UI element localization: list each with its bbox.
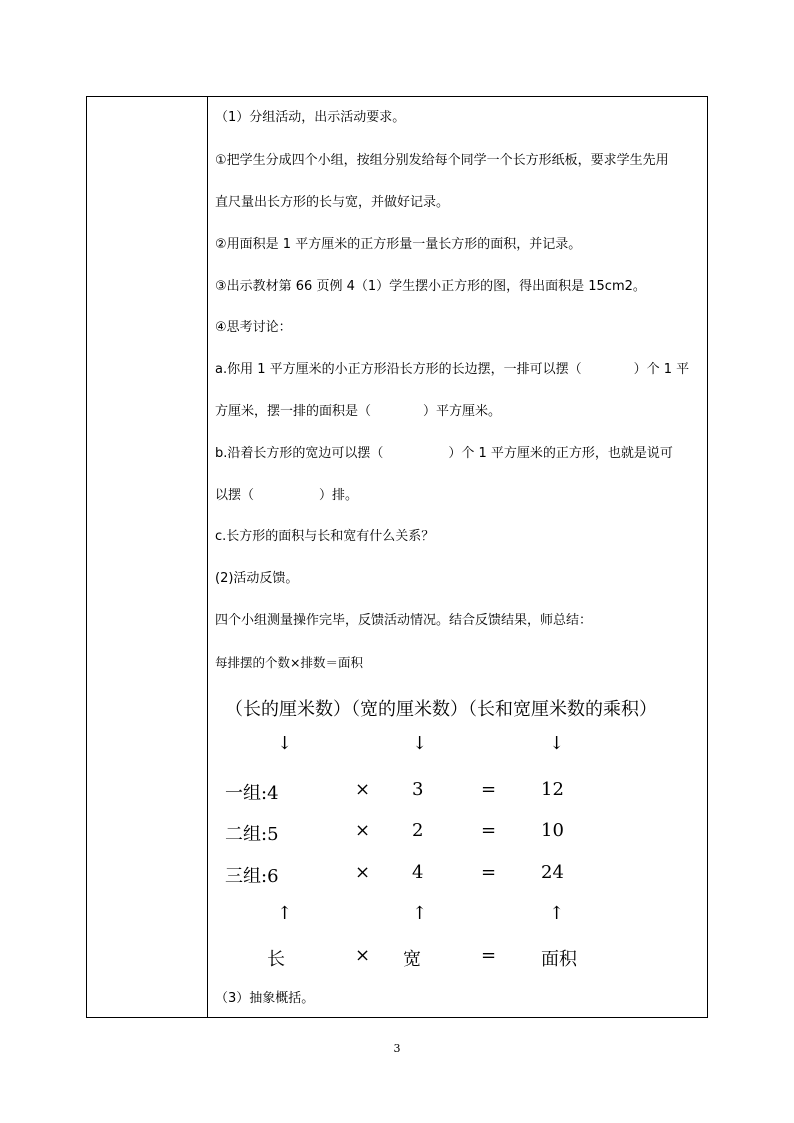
formula-row-3 [215,862,695,892]
lesson-table [86,96,708,1018]
down-arrow-icon: ↓ [549,733,565,754]
text-line-8: 方厘米，摆一排的面积是（ ）平方厘米。 [215,404,502,419]
up-arrow-icon: ↑ [412,903,428,924]
down-arrows-row [215,733,695,763]
column-divider [207,97,208,1017]
times-sign: × [355,779,371,800]
down-arrow-icon: ↓ [277,733,293,754]
width-value: 3 [412,779,424,800]
times-sign: × [355,862,371,883]
text-line-2: ①把学生分成四个小组，按组分别发给每个同学一个长方形纸板，要求学生先用 [215,153,669,168]
text-line-1: （1）分组活动，出示活动要求。 [215,110,406,125]
text-line-15: （3）抽象概括。 [215,991,315,1006]
text-line-5: ③出示教材第 66 页例 4（1）学生摆小正方形的图，得出面积是 15cm2。 [215,279,646,294]
text-line-12: (2)活动反馈。 [215,571,299,586]
area-value: 12 [541,779,564,800]
page-number: 3 [393,1042,401,1055]
text-line-10: 以摆（ ）排。 [215,488,359,503]
equals-sign: = [481,779,497,800]
times-sign: × [355,945,371,966]
text-line-7: a.你用 1 平方厘米的小正方形沿长方形的长边摆，一排可以摆（ ）个 1 平 [215,362,690,377]
area-value: 24 [541,862,564,883]
formula-row-2 [215,820,695,850]
width-value: 4 [412,862,424,883]
width-value: 2 [412,820,424,841]
content-cell [215,97,699,1017]
formula-row-1 [215,779,695,809]
group-label: 一组:4 [225,783,279,804]
equals-sign: = [481,945,497,966]
text-line-6: ④思考讨论： [215,320,292,335]
equals-sign: = [481,820,497,841]
area-value: 10 [541,820,564,841]
text-line-9: b.沿着长方形的宽边可以摆（ ）个 1 平方厘米的正方形，也就是说可 [215,446,673,461]
text-line-13: 四个小组测量操作完毕，反馈活动情况。结合反馈结果，师总结： [215,613,593,628]
text-line-4: ②用面积是 1 平方厘米的正方形量一量长方形的面积，并记录。 [215,237,582,252]
width-word: 宽 [403,949,421,970]
times-sign: × [355,820,371,841]
equals-sign: = [481,862,497,883]
group-label: 三组:6 [225,866,279,887]
text-line-11: c.长方形的面积与长和宽有什么关系？ [215,529,435,544]
up-arrow-icon: ↑ [549,903,565,924]
group-label: 二组:5 [225,824,279,845]
text-line-3: 直尺量出长方形的长与宽，并做好记录。 [215,195,450,210]
formula-final-row [215,945,695,975]
up-arrow-icon: ↑ [277,903,293,924]
area-word: 面积 [541,949,577,970]
text-line-14: 每排摆的个数×排数＝面积 [215,655,363,670]
up-arrows-row [215,903,695,933]
down-arrow-icon: ↓ [412,733,428,754]
formula-header: （长的厘米数）（宽的厘米数）（长和宽厘米数的乘积） [225,699,657,720]
length-word: 长 [267,949,285,970]
